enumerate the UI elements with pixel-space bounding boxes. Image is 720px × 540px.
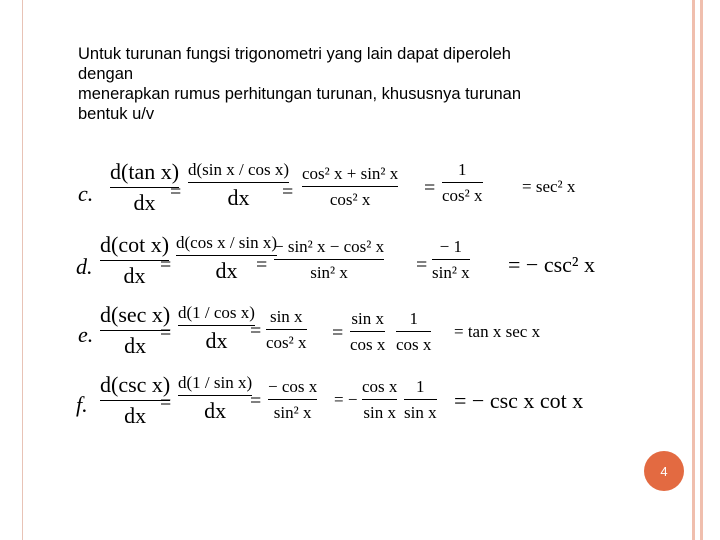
lhs-fraction	[110, 159, 182, 216]
step1-denominator: dx	[204, 398, 227, 424]
lhs-numerator: d(tan x)	[110, 159, 180, 184]
step3a-denominator: cos x	[350, 335, 386, 355]
step1-denominator: dx	[205, 328, 228, 354]
step3-numerator: 1	[458, 160, 467, 179]
step2-numerator: − cos x	[268, 377, 318, 396]
step3-numerator: − 1	[439, 237, 463, 256]
equals-sign: =	[250, 390, 262, 412]
step2-denominator: sin² x	[310, 263, 348, 283]
result-text: = tan x sec x	[454, 322, 541, 341]
lhs-denominator: dx	[133, 190, 156, 216]
formula-label: d.	[76, 254, 93, 279]
step2-denominator: sin² x	[273, 403, 312, 423]
step3b-denominator: sin x	[404, 403, 437, 423]
formula-row-cot	[70, 232, 630, 302]
step3a-fraction	[350, 310, 385, 353]
step2-denominator: cos² x	[266, 333, 307, 353]
step2-fraction	[302, 165, 398, 208]
page-number-badge: 4	[644, 451, 684, 491]
result-text: = − csc x cot x	[454, 388, 584, 413]
result-text: = sec² x	[522, 177, 576, 196]
equals-sign: =	[160, 254, 172, 276]
right-border-decoration	[686, 0, 720, 540]
step1-fraction	[178, 374, 252, 422]
intro-line: Untuk turunan fungsi trigonometri yang lain dapat diperoleh	[78, 45, 511, 63]
formula-row-tan	[70, 155, 630, 225]
step3-denominator: cos² x	[442, 186, 483, 206]
intro-line: menerapkan rumus perhitungan turunan, khususnya turunan	[78, 85, 522, 103]
formula-row-csc	[70, 372, 630, 442]
left-border-decoration	[0, 0, 23, 540]
intro-line: bentuk u/v	[78, 105, 155, 123]
lhs-numerator: d(csc x)	[100, 372, 171, 397]
lhs-numerator: d(sec x)	[100, 302, 171, 327]
intro-line: dengan	[78, 65, 134, 83]
step3a-numerator: sin x	[351, 309, 384, 328]
step2-fraction	[274, 238, 384, 281]
lhs-denominator: dx	[124, 333, 147, 359]
equals-sign: =	[416, 254, 428, 276]
formula-label: f.	[76, 392, 88, 417]
lhs-fraction	[100, 232, 172, 289]
step1-denominator: dx	[227, 185, 250, 211]
step1-numerator: d(cos x / sin x)	[176, 233, 278, 252]
equals-minus-sign: = −	[334, 390, 358, 409]
formula-row-sec	[70, 302, 630, 372]
equals-sign: =	[160, 322, 172, 344]
formula-label: e.	[78, 322, 94, 347]
equals-sign: =	[170, 181, 182, 203]
equals-sign: =	[160, 392, 172, 414]
step3b-numerator: 1	[416, 377, 425, 396]
step3a-denominator: sin x	[363, 403, 396, 423]
step3b-fraction	[396, 310, 431, 353]
step3a-numerator: cos x	[362, 377, 398, 396]
step2-numerator: sin x	[269, 307, 303, 326]
result-text: = − csc² x	[508, 252, 596, 277]
step3-denominator: sin² x	[432, 263, 470, 283]
equals-sign: =	[250, 320, 262, 342]
step2-numerator: − sin² x − cos² x	[274, 237, 385, 256]
step3b-denominator: cos x	[396, 335, 432, 355]
step1-denominator: dx	[215, 258, 238, 284]
equals-sign: =	[424, 177, 436, 199]
step3b-fraction	[404, 378, 437, 421]
step1-fraction	[188, 161, 289, 209]
step1-numerator: d(sin x / cos x)	[188, 160, 290, 179]
step2-fraction	[266, 308, 307, 351]
step1-fraction	[178, 304, 255, 352]
step3-fraction	[432, 238, 470, 281]
lhs-denominator: dx	[123, 263, 146, 289]
step2-fraction	[268, 378, 317, 421]
lhs-numerator: d(cot x)	[100, 232, 170, 257]
equals-sign: =	[256, 254, 268, 276]
step2-numerator: cos² x + sin² x	[302, 164, 399, 183]
equals-sign: =	[282, 181, 294, 203]
step3a-fraction	[362, 378, 397, 421]
formula-label: c.	[78, 181, 94, 206]
equals-sign: =	[332, 322, 344, 344]
step2-denominator: cos² x	[329, 190, 371, 210]
step3-fraction	[442, 161, 483, 204]
step1-numerator: d(1 / cos x)	[178, 303, 255, 322]
lhs-denominator: dx	[124, 403, 147, 429]
step3b-numerator: 1	[409, 309, 418, 328]
step1-numerator: d(1 / sin x)	[178, 373, 253, 392]
intro-paragraph	[78, 44, 578, 124]
